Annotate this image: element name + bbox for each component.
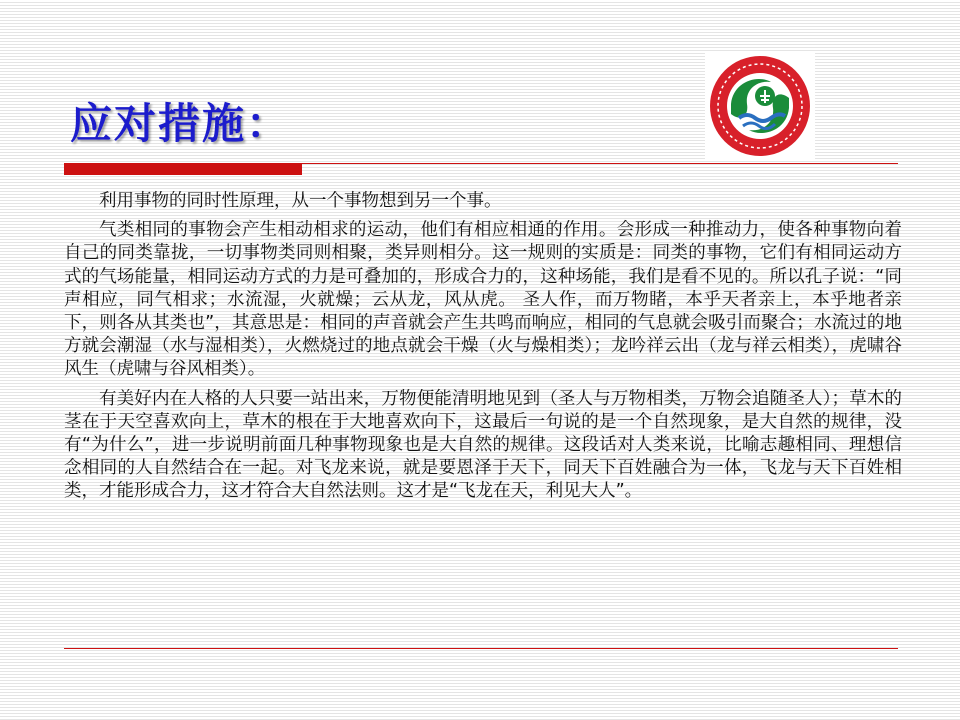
museum-logo-icon	[705, 52, 815, 160]
museum-logo	[705, 52, 815, 160]
footer-divider-line	[64, 648, 898, 649]
body-text	[64, 190, 902, 510]
slide-title: 应对措施：	[70, 99, 291, 148]
paragraph-2: 气类相同的事物会产生相动相求的运动，他们有相应相通的作用。会形成一种推动力，使各种事物向着自己的同类靠拢，一切事物类同则相聚，类异则相分。这一规则的实质是：同类的事物，它们有相同运动方式的气场能量，相同运动方式的力是可叠加的，形成合力的，这种场能，我们是看不见的。所以孔子说：“同声相应，同气相求；水流湿，火就燥；云从龙，风从虎。 圣人作，而万物睹，本乎天者亲上，本乎地者亲下，则各从其类也”，其意思是：相同的声音就会产生共鸣而响应，相同的气息就会吸引而聚合；水流过的地方就会潮湿（水与湿相类），火燃烧过的地点就会干燥（火与燥相类）；龙吟祥云出（龙与祥云相类），虎啸谷风生（虎啸与谷风相类）。	[64, 220, 902, 380]
paragraph-1: 利用事物的同时性原理，从一个事物想到另一个事。	[99, 191, 502, 211]
paragraph-3: 有美好内在人格的人只要一站出来，万物便能清明地见到（圣人与万物相类，万物会追随圣人）；草木的茎在于天空喜欢向上，草木的根在于大地喜欢向下，这最后一句说的是一个自然现象，是大自然的规律，没有“为什么”，进一步说明前面几种事物现象也是大自然的规律。这段话对人类来说，比喻志趣相同、理想信念相同的人自然结合在一起。对飞龙来说，就是要恩泽于天下，同天下百姓融合为一体，飞龙与天下百姓相类，才能形成合力，这才符合大自然法则。这才是“飞龙在天，利见大人”。	[64, 388, 902, 502]
header-accent-bar	[64, 164, 302, 175]
